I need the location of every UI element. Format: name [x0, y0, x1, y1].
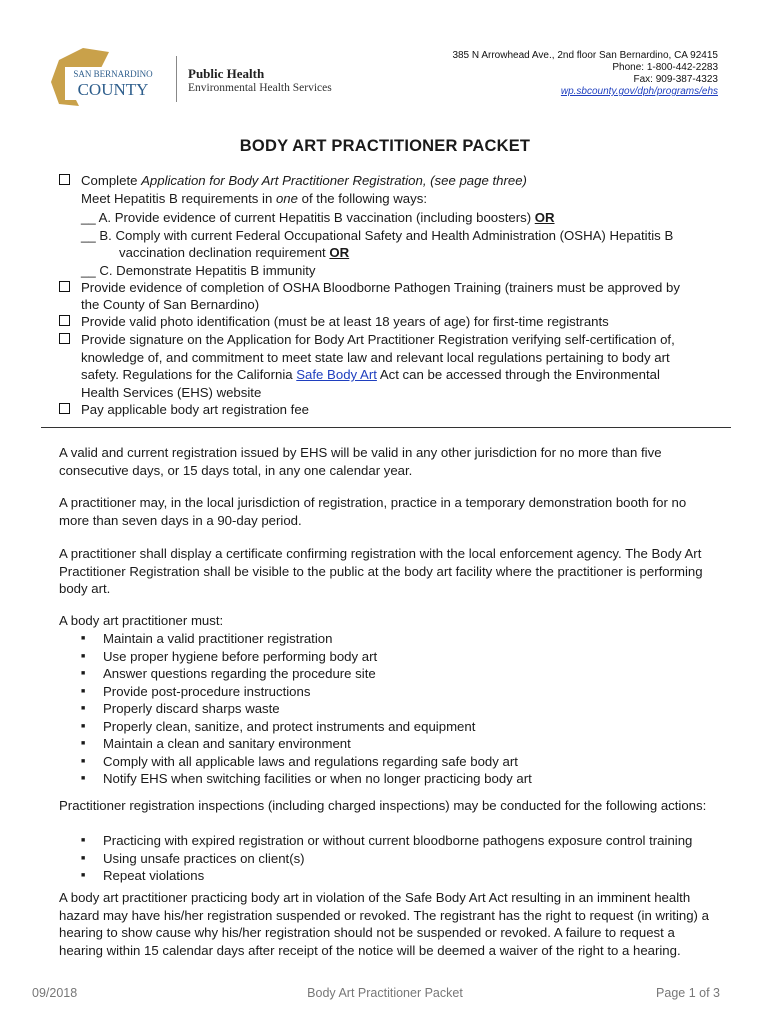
section-divider [41, 427, 731, 428]
checkbox-icon[interactable] [59, 174, 70, 185]
paragraph-certificate: A practitioner shall display a certificate confirming registration with the local enforcement agency. The Body Art Practitioner Registration shall be visible to the public at the body art facility where the practitioner is performing body art. [59, 546, 703, 596]
safe-body-art-link[interactable]: Safe Body Art [296, 367, 377, 382]
list-item: ■ Properly discard sharps waste [59, 700, 532, 718]
list-item: ■ Use proper hygiene before performing body art [59, 648, 532, 666]
hepatitis-option-c: __ C. Demonstrate Hepatitis B immunity [81, 263, 316, 278]
must-intro: A body art practitioner must: [59, 613, 224, 628]
list-item: ■ Maintain a clean and sanitary environment [59, 735, 532, 753]
checklist-item-cont: safety. Regulations for the California Safe Body Art Act can be accessed through the Environmental [81, 367, 660, 382]
paragraph-violation: A body art practitioner practicing body art in violation of the Safe Body Art Act resulting in an imminent health hazard may have his/her registration suspended or revoked. The registrant has the right to request (in writing) a hearing to show cause why his/her registration should not be suspended or revoked. A failure to request a hearing within 15 calendar days after receipt of the notice will be deemed a waiver of the right to a hearing. [59, 890, 709, 958]
paragraph-jurisdiction: A valid and current registration issued by EHS will be valid in any other jurisdiction for no more than five consecutive days, or 15 days total, in any one calendar year. [59, 445, 662, 478]
phone-text: Phone: 1-800-442-2283 [612, 62, 718, 73]
checklist-item-cont: Health Services (EHS) website [81, 385, 262, 400]
checklist-item: Provide evidence of completion of OSHA Bloodborne Pathogen Training (trainers must be approved by [59, 279, 680, 297]
website-link[interactable]: wp.sbcounty.gov/dph/programs/ehs [560, 86, 718, 97]
list-item: ■ Maintain a valid practitioner registration [59, 630, 532, 648]
fax-text: Fax: 909-387-4323 [633, 74, 718, 85]
org-name: Public Health [188, 66, 265, 81]
list-item: ■ Repeat violations [59, 867, 692, 885]
list-item: ■ Practicing with expired registration or without current bloodborne pathogens exposure control training [59, 832, 692, 850]
footer-date: 09/2018 [32, 986, 78, 1000]
checkbox-icon[interactable] [59, 333, 70, 344]
checklist-item: Complete Application for Body Art Practitioner Registration, (see page three) [59, 172, 527, 190]
inspection-intro: Practitioner registration inspections (including charged inspections) may be conducted for the following actions: [59, 798, 707, 813]
contact-block [452, 50, 718, 98]
checklist-item-cont: the County of San Bernardino) [81, 297, 260, 312]
hepatitis-intro: Meet Hepatitis B requirements in one of the following ways: [81, 191, 427, 206]
must-list [59, 630, 532, 788]
checklist-item: Provide valid photo identification (must be at least 18 years of age) for first-time registrants [59, 313, 609, 331]
checkbox-icon[interactable] [59, 315, 70, 326]
paragraph-temporary-booth: A practitioner may, in the local jurisdiction of registration, practice in a temporary demonstration booth for no more than seven days in a 90-day period. [59, 495, 687, 528]
address-text: 385 N Arrowhead Ave., 2nd floor San Bernardino, CA 92415 [452, 50, 718, 61]
inspection-list [59, 832, 692, 885]
logo-divider [176, 56, 177, 102]
hepatitis-option-b: __ B. Comply with current Federal Occupational Safety and Health Administration (OSHA) Hepatitis B [81, 228, 674, 243]
checkbox-icon[interactable] [59, 403, 70, 414]
list-item: ■ Properly clean, sanitize, and protect instruments and equipment [59, 718, 532, 736]
or-label: OR [534, 210, 555, 225]
logo-text-top: SAN BERNARDINO [73, 69, 153, 79]
checkbox-icon[interactable] [59, 281, 70, 292]
footer-doc-name: Body Art Practitioner Packet [307, 986, 463, 1000]
county-logo [45, 46, 161, 112]
footer-page-number: Page 1 of 3 [656, 986, 720, 1000]
page-title: BODY ART PRACTITIONER PACKET [239, 137, 531, 155]
list-item: ■ Comply with all applicable laws and regulations regarding safe body art [59, 753, 532, 771]
hepatitis-option-a: __ A. Provide evidence of current Hepatitis B vaccination (including boosters) OR [81, 210, 555, 225]
checklist-item-cont: knowledge of, and commitment to meet state law and relevant local regulations pertaining to body art [81, 350, 670, 365]
checklist-item: Provide signature on the Application for Body Art Practitioner Registration verifying self-certification of, [59, 331, 675, 349]
org-department: Environmental Health Services [188, 82, 332, 94]
logo-text-bottom: COUNTY [77, 80, 149, 99]
hepatitis-option-b-cont: vaccination declination requirement OR [119, 245, 350, 260]
list-item: ■ Answer questions regarding the procedure site [59, 665, 532, 683]
list-item: ■ Provide post-procedure instructions [59, 683, 532, 701]
list-item: ■ Notify EHS when switching facilities or when no longer practicing body art [59, 770, 532, 788]
list-item: ■ Using unsafe practices on client(s) [59, 850, 692, 868]
or-label: OR [329, 245, 350, 260]
checklist-item: Pay applicable body art registration fee [59, 401, 309, 419]
